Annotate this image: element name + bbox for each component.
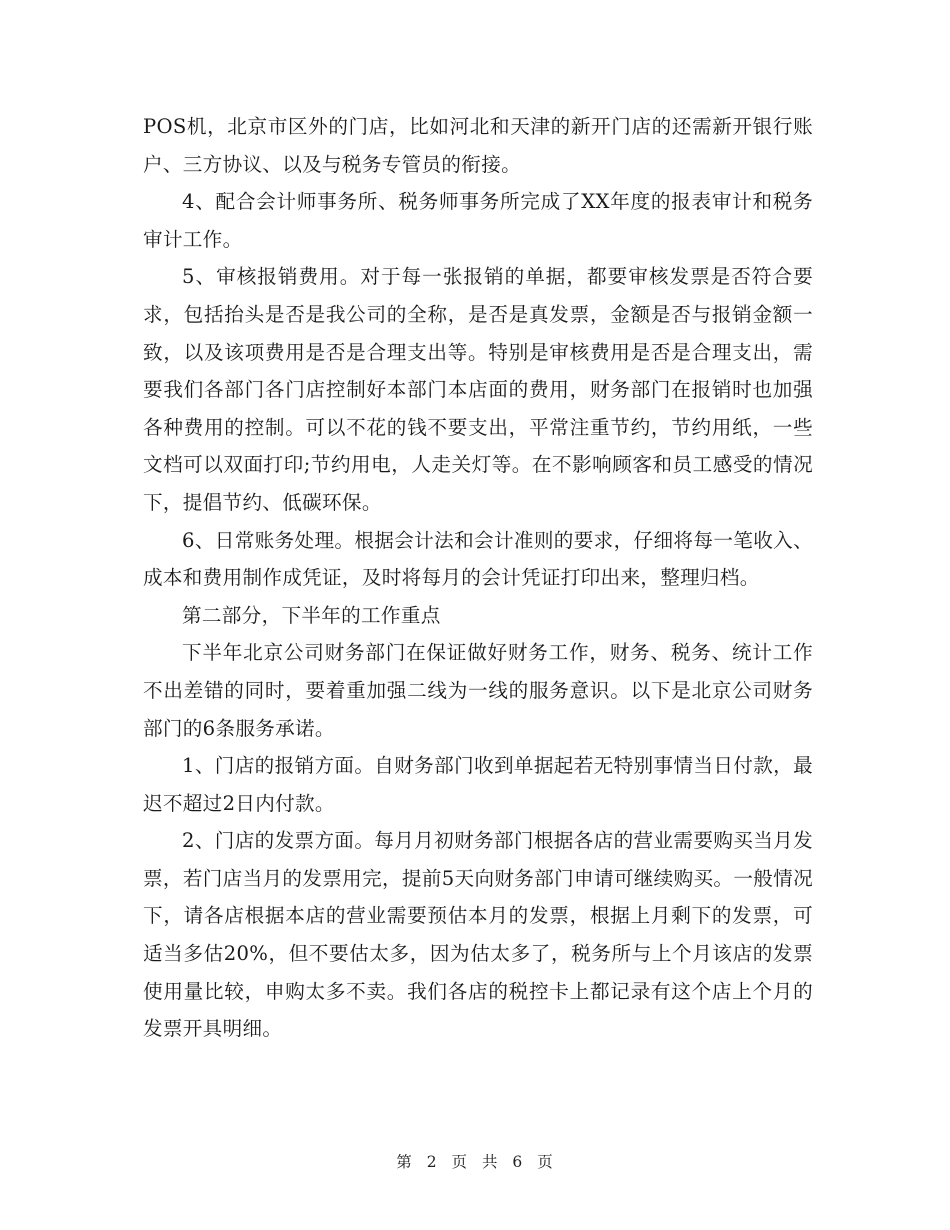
page-footer (0, 1150, 950, 1172)
current-page-number: 2 (426, 1153, 438, 1171)
paragraph: 4、配合会计师事务所、税务师事务所完成了XX年度的报表审计和税务审计工作。 (143, 190, 813, 251)
total-page-count: 6 (512, 1153, 524, 1171)
document-body (143, 108, 813, 1048)
paragraph: 1、门店的报销方面。自财务部门收到单据起若无特别事情当日付款，最迟不超过2日内付款。 (143, 754, 813, 815)
footer-label-ye2: 页 (537, 1153, 554, 1171)
footer-label-ye: 页 (451, 1153, 469, 1171)
paragraph: 6、日常账务处理。根据会计法和会计准则的要求，仔细将每一笔收入、成本和费用制作成凭证，及时将每月的会计凭证打印出来，整理归档。 (143, 528, 813, 590)
footer-label-di: 第 (396, 1153, 413, 1171)
paragraph: 2、门店的发票方面。每月月初财务部门根据各店的营业需要购买当月发票，若门店当月的发票用完，提前5天向财务部门申请可继续购买。一般情况下，请各店根据本店的营业需要预估本月的发票，根据上月剩下的发票，可适当多估20%，但不要估太多，因为估太多了，税务所与上个月该店的发票使用量比较，申购太多不卖。我们各店的税控卡上都记录有这个店上个月的发票开具明细。 (143, 829, 813, 1041)
paragraph: POS机，北京市区外的门店，比如河北和天津的新开门店的还需新开银行账户、三方协议、以及与税务专管员的衔接。 (143, 115, 813, 176)
paragraph: 下半年北京公司财务部门在保证做好财务工作，财务、税务、统计工作不出差错的同时，要着重加强二线为一线的服务意识。以下是北京公司财务部门的6条服务承诺。 (143, 641, 813, 740)
footer-label-gong: 共 (481, 1153, 499, 1171)
section-heading: 第二部分，下半年的工作重点 (182, 603, 441, 627)
paragraph: 5、审核报销费用。对于每一张报销的单据，都要审核发票是否符合要求，包括抬头是否是我公司的全称，是否是真发票，金额是否与报销金额一致，以及该项费用是否是合理支出等。特别是审核费用是否是合理支出，需要我们各部门各门店控制好本部门本店面的费用，财务部门在报销时也加强各种费用的控制。可以不花的钱不要支出，平常注重节约，节约用纸，一些文档可以双面打印;节约用电，人走关灯等。在不影响顾客和员工感受的情况下，提倡节约、低碳环保。 (143, 265, 813, 514)
